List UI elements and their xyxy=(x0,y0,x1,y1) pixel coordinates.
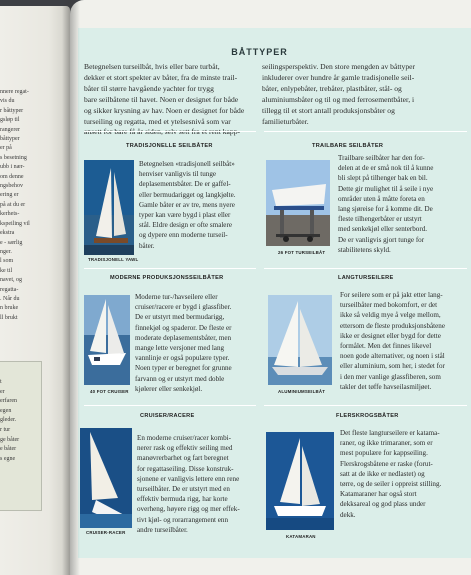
previous-page-line: . Når du xyxy=(0,295,20,302)
intro-column-left xyxy=(84,62,264,138)
book-spine-shadow xyxy=(62,0,80,575)
body-line: deplasementsbåter. De er gaffel- xyxy=(139,180,231,189)
previous-page-box-line: t xyxy=(0,379,2,385)
body-line: finnekjøl og spaderor. De fleste er xyxy=(135,323,232,332)
intro-line: familieturbåter. xyxy=(262,116,309,126)
body-line: cruiser/racere er bygd i glassfiber. xyxy=(135,303,232,312)
previous-page-box-line: s egne xyxy=(0,455,16,462)
body-line: henviser vanligvis til tunge xyxy=(139,170,217,179)
section-divider xyxy=(264,268,467,269)
intro-line: bare seilbåtene til havet. Noen er designet for både xyxy=(84,94,239,104)
body-line: ettersom de fleste produksjonsbåtene xyxy=(340,321,445,330)
section-body-multihull xyxy=(340,428,441,520)
previous-page-line: om denne xyxy=(0,173,24,180)
previous-page-line: kspeiling vil xyxy=(0,220,30,227)
body-line: Gamle båter er av tre, mens nyere xyxy=(139,200,235,209)
previous-page-line: s besetning xyxy=(0,154,27,161)
body-line: eller bermudarigget og langkjølte. xyxy=(139,190,236,199)
section-body-trailable xyxy=(338,153,433,255)
body-line: i den mer vanlige glassfiberen, som xyxy=(340,372,441,381)
previous-page-line: ll brukt xyxy=(0,314,18,321)
previous-page-line: r båttyper xyxy=(0,107,24,114)
section-body-cruiser-racer xyxy=(137,433,240,535)
body-line: mest populære for kappseiling. xyxy=(340,449,428,458)
body-line: satt at de ikke er nedlastet) og xyxy=(340,469,425,478)
previous-page-line: e - særlig xyxy=(0,239,23,246)
intro-line: og sikker krysning av hav. Noen er designet for både xyxy=(84,105,245,115)
intro-column-right xyxy=(262,62,462,127)
body-line: med senkekjøl eller senterbord. xyxy=(338,225,428,234)
photo-cruiser xyxy=(84,295,130,385)
body-line: mange lette versjoner med lang xyxy=(135,344,225,353)
section-divider xyxy=(264,405,467,406)
section-heading-longdistance: LANGTURSEILERE xyxy=(338,275,394,281)
section-heading-cruiser-racer: CRUISER/RACERE xyxy=(140,413,195,419)
body-line: noen gode alternativer, og noen i stål xyxy=(340,352,445,361)
previous-page-line: nnere regat- xyxy=(0,89,29,95)
previous-page-box-line: r tur xyxy=(0,426,11,433)
previous-page-box-text xyxy=(0,378,40,464)
page-title: BÅTTYPER xyxy=(231,47,288,57)
body-line: dekksareal og god plass under xyxy=(340,500,426,509)
body-line: formålet. Men det finnes likevel xyxy=(340,342,432,351)
photo-trailer-boat xyxy=(266,160,330,246)
section-divider xyxy=(84,131,256,132)
previous-page-line: kerhets- xyxy=(0,211,20,218)
section-divider xyxy=(84,405,256,406)
section-body-traditional xyxy=(139,159,236,251)
body-line: raner, og ikke trimaraner, som er xyxy=(340,439,433,448)
body-line: Moderne tur-/havseilere eller xyxy=(135,293,218,301)
previous-page-line: navet, og xyxy=(0,277,22,284)
body-line: delen at de er små nok til å kunne xyxy=(338,164,434,173)
previous-page-line: på at du er xyxy=(0,201,26,208)
body-line: For seilere som er på jakt etter lang- xyxy=(340,291,443,299)
intro-line: seilingsperspektiv. Den store mengden av båttyper xyxy=(262,62,416,71)
body-line: kjølerer eller senkekjøl. xyxy=(135,384,203,393)
photo-cruiser-racer xyxy=(80,428,132,528)
body-line: En moderne cruiser/racer kombi- xyxy=(137,434,231,442)
body-line: manøvrerbarhet og fart beregnet xyxy=(137,454,229,463)
body-line: Trailbare seilbåter har den for- xyxy=(338,154,425,162)
body-line: fleste tilhengerbåter er utstyrt xyxy=(338,215,422,224)
photo-catamaran xyxy=(266,432,334,530)
intro-line: aluminiumsbåter og til og med ferrosementbåter, i xyxy=(262,94,415,104)
body-line: områder uten å måtte foreta en xyxy=(338,194,425,203)
section-divider xyxy=(84,268,256,269)
section-heading-multihull: FLERSKROGSBÅTER xyxy=(336,413,399,419)
previous-page-line: er på xyxy=(0,145,12,152)
body-line: Flerskrogsbåtene er raske (forut- xyxy=(340,459,433,468)
body-line: typer kan være bygd i plast eller xyxy=(139,211,231,220)
section-heading-trailable: TRAILBARE SEILBÅTER xyxy=(312,143,384,149)
previous-page-box-line: ge båter xyxy=(0,436,20,443)
body-line: farvann og er utstyrt med doble xyxy=(135,374,225,383)
photo-caption: CRUISER-RACER xyxy=(86,530,126,535)
body-line: ikke er designet eller bygd for dette xyxy=(340,331,441,340)
intro-line: inkluderer over hundre år gamle tradisjonelle seil- xyxy=(262,72,415,82)
photo-traditional-yawl xyxy=(84,160,134,255)
previous-page-line: båttyper xyxy=(0,136,20,143)
body-line: turseilbåter med bokomfort, er det xyxy=(340,301,438,310)
previous-page-text xyxy=(0,88,62,323)
previous-page-box-line: erfaren xyxy=(0,398,17,405)
section-body-modern xyxy=(135,292,232,394)
body-line: sjonene er vanligvis lettere enn rene xyxy=(137,474,240,483)
body-line: ikke så veldig mye å velge mellom, xyxy=(340,311,441,320)
body-line: bli slept på tilhenger bak en bil. xyxy=(338,174,428,183)
body-line: turseilbåter. De er utstyrt med en xyxy=(137,485,230,494)
previous-page-line: gsløp til xyxy=(0,117,20,124)
body-line: båter. xyxy=(139,241,155,250)
body-line: Dette gir mulighet til å seile i nye xyxy=(338,184,434,193)
previous-page xyxy=(0,6,70,575)
body-line: dekk. xyxy=(340,510,356,519)
photo-caption: ALUMINIUMSEILBÅT xyxy=(278,389,326,394)
section-body-longdistance xyxy=(340,290,445,392)
body-line: eller aluminium, som her, i stedet for xyxy=(340,362,445,371)
previous-page-line: ering er xyxy=(0,192,19,199)
previous-page-line: l som xyxy=(0,258,14,265)
previous-page-line: regatta- xyxy=(0,286,19,293)
body-line: og dypere enn moderne turseil- xyxy=(139,231,228,240)
intro-line: tillegg til et stort antall produksjonsbåter og xyxy=(262,105,395,115)
photo-caption: TRADISJONELL YAWL xyxy=(88,257,139,262)
body-line: nerer rask og effektiv seiling med xyxy=(137,444,233,453)
previous-page-line: vis du xyxy=(0,98,15,105)
body-line: tørre, og de seiler i oppreist stilling. xyxy=(340,480,442,489)
body-line: stabilitetens skyld. xyxy=(338,245,391,254)
body-line: effektiv bermuda rigg, har korte xyxy=(137,495,228,504)
previous-page-line: nger. xyxy=(0,248,12,255)
body-line: tivt kjøl- og rorarrangement enn xyxy=(137,515,229,524)
body-line: De er utstyrt med bermudarigg, xyxy=(135,313,225,322)
previous-page-box-line: e båter xyxy=(0,446,17,453)
section-divider xyxy=(264,131,467,132)
intro-line: båter, enlypebåter, trebåter, plastbåter, stål- og xyxy=(262,83,402,93)
intro-line xyxy=(84,127,264,138)
body-line: andre turseilbåter. xyxy=(137,525,188,534)
previous-page-line: rangerer xyxy=(0,126,20,133)
photo-caption: 40 FOT CRUISER xyxy=(90,389,129,394)
body-line: vannlinje er også populære typer. xyxy=(135,354,230,363)
previous-page-line: ekstra xyxy=(0,230,15,237)
previous-page-box-line: gleder. xyxy=(0,417,17,424)
previous-page-line: ubb i nær- xyxy=(0,164,25,171)
body-line: stål. Eldre design er ofte smalere xyxy=(139,221,232,230)
body-line: takler det tøffe havseilasmiljøet. xyxy=(340,382,432,391)
body-line: Det fleste langturseilere er katama- xyxy=(340,429,440,437)
intro-line: turseiling og regatta, med et ytelsesnivå som var xyxy=(84,116,231,126)
photo-caption: KATAMARAN xyxy=(286,534,316,539)
body-line: Betegnelsen «tradisjonell seilbåt» xyxy=(139,160,235,168)
previous-page-line: n bruke xyxy=(0,305,19,312)
photo-caption: 26 FOT TURSEILBÅT xyxy=(278,250,326,255)
body-line: Noen typer er beregnet for grunne xyxy=(135,364,232,373)
body-line: De er vanligvis gjort tunge for xyxy=(338,235,425,244)
body-line: lang sjøreise for å komme dit. De xyxy=(338,205,433,214)
body-line: overheng, høyere rigg og mer effek- xyxy=(137,505,240,514)
previous-page-line: ke til xyxy=(0,267,13,274)
body-line: Katamaraner har også stort xyxy=(340,490,417,499)
photo-aluminium-boat xyxy=(268,295,332,385)
section-heading-modern: MODERNE PRODUKSJONSSEILBÅTER xyxy=(110,275,224,281)
intro-line: dekker et stort spekter av båter, fra de minste trail- xyxy=(84,72,238,82)
intro-line: båter til større havgående yachter for trygg xyxy=(84,83,214,93)
previous-page-box-line: egen xyxy=(0,407,12,414)
previous-page-box-line: er xyxy=(0,388,5,395)
intro-line: Betegnelsen turseilbåt, hvis eller bare turbåt, xyxy=(84,62,220,71)
body-line: for regattaseiling. Disse konstruk- xyxy=(137,464,234,473)
body-line: moderate deplasementsbåter, men xyxy=(135,333,232,342)
previous-page-line: ngsbehov xyxy=(0,183,23,190)
section-heading-traditional: TRADISJONELLE SEILBÅTER xyxy=(126,143,213,149)
